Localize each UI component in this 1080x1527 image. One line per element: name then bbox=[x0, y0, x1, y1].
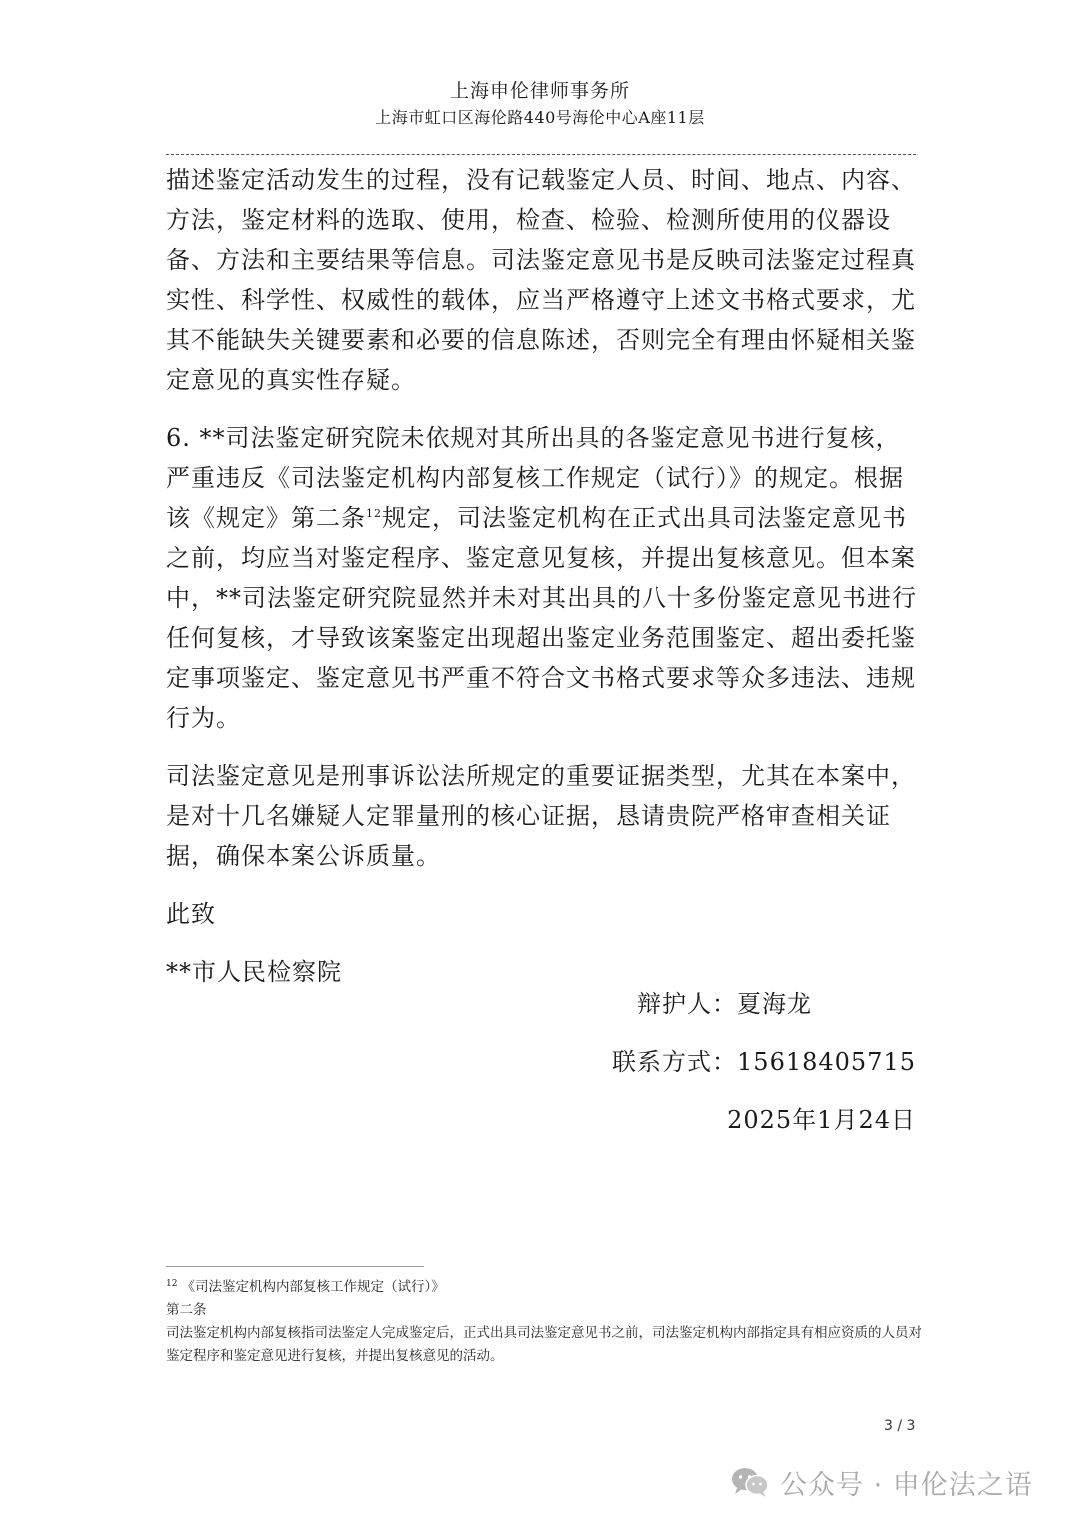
footnote-divider bbox=[166, 1266, 424, 1267]
paragraph-continuation: 描述鉴定活动发生的过程，没有记载鉴定人员、时间、地点、内容、方法，鉴定材料的选取、使用，检查、检验、检测所使用的仪器设备、方法和主要结果等信息。司法鉴定意见书是反映司法鉴定过程真实性、科学性、权威性的载体，应当严格遵守上述文书格式要求，尤其不能缺失关键要素和必要的信息陈述，否则完全有理由怀疑相关鉴定意见的真实性存疑。 bbox=[166, 166, 916, 394]
paragraph-item-6-text-b: 规定，司法鉴定机构在正式出具司法鉴定意见书之前，均应当对鉴定程序、鉴定意见复核，并提出复核意见。但本案中，**司法鉴定研究院显然并未对其出具的八十多份鉴定意见书进行任何复核，才导致该案鉴定出现超出鉴定业务范围鉴定、超出委托鉴定事项鉴定、鉴定意见书严重不符合文书格式要求等众多违法、违规行为。 bbox=[166, 504, 917, 732]
paragraph-conclusion: 司法鉴定意见是刑事诉讼法所规定的重要证据类型，尤其在本案中，是对十几名嫌疑人定罪量刑的核心证据，恳请贵院严格审查相关证据，确保本案公诉质量。 bbox=[166, 762, 916, 870]
footnote-text: 司法鉴定机构内部复核指司法鉴定人完成鉴定后，正式出具司法鉴定意见书之前，司法鉴定机构内部指定具有相应资质的人员对鉴定程序和鉴定意见进行复核，并提出复核意见的活动。 bbox=[166, 1325, 922, 1364]
page-number: 3 / 3 bbox=[884, 1418, 916, 1434]
firm-address: 上海市虹口区海伦路440号海伦中心A座11层 bbox=[375, 108, 705, 127]
footnote-title: 《司法鉴定机构内部复核工作规定（试行）》 bbox=[181, 1279, 445, 1295]
footnote-title-line bbox=[166, 1276, 926, 1299]
watermark-text: 公众号 · 申伦法之语 bbox=[780, 1469, 1033, 1501]
watermark bbox=[730, 1462, 1033, 1502]
footnote bbox=[166, 1276, 926, 1368]
wechat-icon bbox=[730, 1466, 770, 1498]
recipient: **市人民检察院 bbox=[166, 958, 342, 986]
header-divider bbox=[166, 154, 916, 155]
closing-salutation: 此致 bbox=[166, 900, 216, 928]
footnote-number: 12 bbox=[166, 1278, 178, 1289]
paragraph-item-6-text-a: 6. **司法鉴定研究院未依规对其所出具的各鉴定意见书进行复核，严重违反《司法鉴定机构内部复核工作规定（试行）》的规定。根据该《规定》第二条 bbox=[166, 424, 904, 532]
letterhead bbox=[0, 78, 1080, 130]
footnote-article: 第二条 bbox=[166, 1302, 207, 1318]
signature-date: 2025年1月24日 bbox=[727, 1106, 916, 1134]
paragraph-item-6 bbox=[166, 418, 918, 738]
firm-name: 上海申伦律师事务所 bbox=[449, 80, 630, 102]
document-body bbox=[166, 160, 918, 1010]
contact-info: 联系方式：15618405715 bbox=[612, 1048, 916, 1076]
defender-name: 辩护人：夏海龙 bbox=[637, 990, 812, 1018]
footnote-reference[interactable]: 12 bbox=[366, 507, 382, 520]
